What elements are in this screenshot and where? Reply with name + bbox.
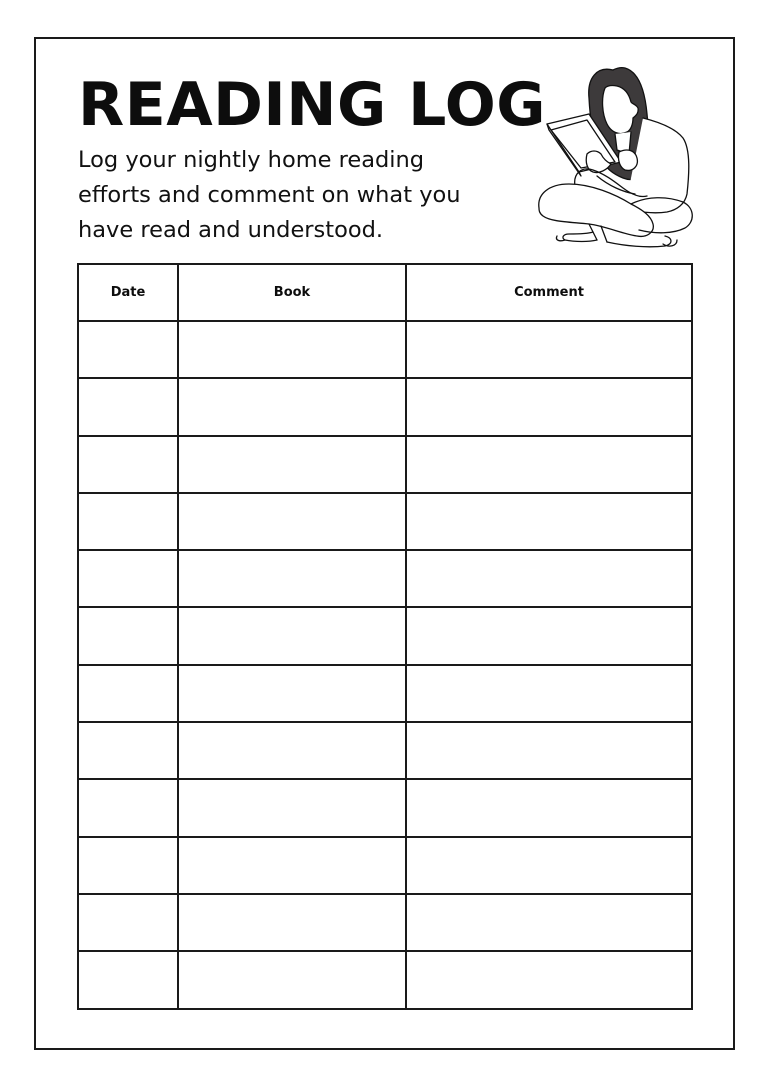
book-cell[interactable] [178, 493, 406, 550]
column-header-comment: Comment [406, 264, 692, 321]
table-row [78, 894, 692, 951]
comment-cell[interactable] [406, 607, 692, 664]
book-cell[interactable] [178, 436, 406, 493]
column-header-book: Book [178, 264, 406, 321]
comment-cell[interactable] [406, 665, 692, 722]
table-row [78, 321, 692, 378]
date-cell[interactable] [78, 837, 178, 894]
comment-cell[interactable] [406, 550, 692, 607]
reading-woman-illustration [535, 58, 697, 254]
table-row [78, 951, 692, 1008]
comment-cell[interactable] [406, 837, 692, 894]
comment-cell[interactable] [406, 378, 692, 435]
comment-cell[interactable] [406, 894, 692, 951]
date-cell[interactable] [78, 779, 178, 836]
table-row [78, 665, 692, 722]
table-row [78, 607, 692, 664]
date-cell[interactable] [78, 951, 178, 1008]
table-row [78, 436, 692, 493]
date-cell[interactable] [78, 607, 178, 664]
comment-cell[interactable] [406, 493, 692, 550]
table-row [78, 493, 692, 550]
reading-log-table [77, 263, 693, 1010]
book-cell[interactable] [178, 837, 406, 894]
comment-cell[interactable] [406, 436, 692, 493]
table-row [78, 837, 692, 894]
instructions-line-3: have read and understood. [78, 217, 384, 243]
book-cell[interactable] [178, 951, 406, 1008]
woman-reading-icon [535, 58, 697, 254]
date-cell[interactable] [78, 550, 178, 607]
instructions-line-2: efforts and comment on what you [78, 182, 461, 208]
column-header-date: Date [78, 264, 178, 321]
date-cell[interactable] [78, 493, 178, 550]
page-title: READING LOG [78, 70, 546, 140]
instructions-text [78, 143, 538, 248]
date-cell[interactable] [78, 321, 178, 378]
book-cell[interactable] [178, 378, 406, 435]
book-cell[interactable] [178, 665, 406, 722]
date-cell[interactable] [78, 436, 178, 493]
table-row [78, 378, 692, 435]
date-cell[interactable] [78, 722, 178, 779]
table-row [78, 779, 692, 836]
date-cell[interactable] [78, 665, 178, 722]
comment-cell[interactable] [406, 321, 692, 378]
table-row [78, 550, 692, 607]
book-cell[interactable] [178, 894, 406, 951]
comment-cell[interactable] [406, 722, 692, 779]
comment-cell[interactable] [406, 951, 692, 1008]
date-cell[interactable] [78, 894, 178, 951]
date-cell[interactable] [78, 378, 178, 435]
book-cell[interactable] [178, 607, 406, 664]
instructions-line-1: Log your nightly home reading [78, 147, 425, 173]
comment-cell[interactable] [406, 779, 692, 836]
book-cell[interactable] [178, 321, 406, 378]
book-cell[interactable] [178, 779, 406, 836]
book-cell[interactable] [178, 550, 406, 607]
book-cell[interactable] [178, 722, 406, 779]
table-header-row [78, 264, 692, 321]
table-row [78, 722, 692, 779]
